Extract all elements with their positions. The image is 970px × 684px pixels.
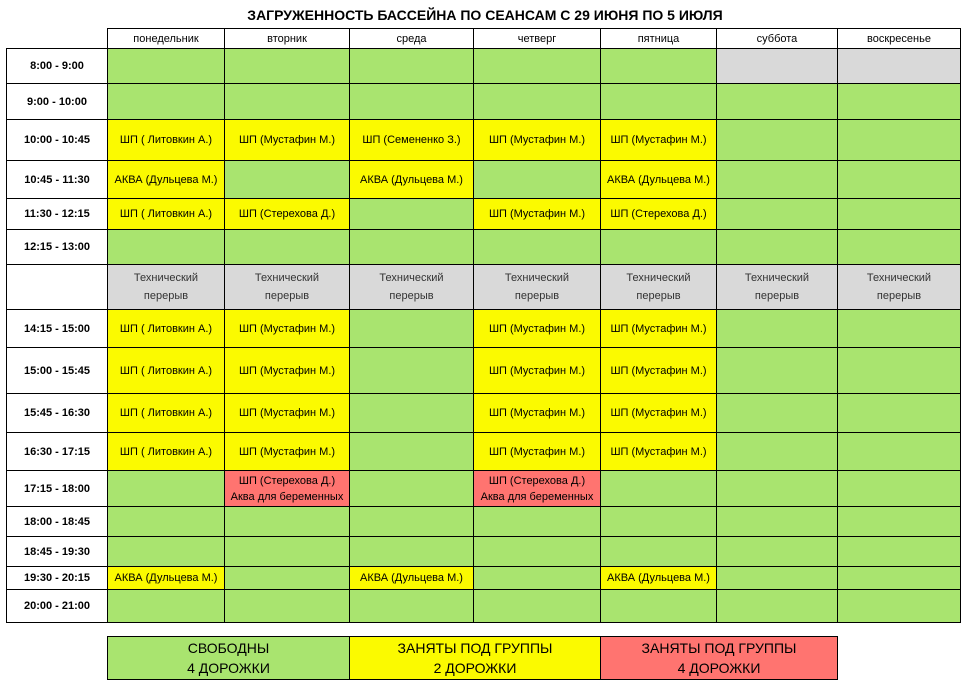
empty-slot-cell [473, 160, 601, 199]
time-slot: 9:00 - 10:00 [6, 83, 108, 120]
time-slot: 19:30 - 20:15 [6, 566, 108, 590]
session-label: ШП (Мустафин М.) [238, 364, 336, 377]
session-label: ШП ( Литовкин А.) [119, 407, 213, 419]
empty-slot-cell [716, 48, 838, 84]
session-label: ШП (Мустафин М.) [238, 407, 336, 419]
session-label: ШП (Мустафин М.) [238, 134, 336, 146]
empty-slot-cell [837, 198, 961, 230]
empty-slot-cell [107, 229, 225, 265]
day-header: четверг [473, 28, 601, 49]
break-cell [600, 264, 717, 310]
empty-slot-cell [837, 536, 961, 567]
session-label: Технический перерыв [626, 272, 691, 302]
empty-slot-cell [349, 198, 474, 230]
empty-slot-cell [716, 393, 838, 433]
schedule-title: ЗАГРУЖЕННОСТЬ БАССЕЙНА ПО СЕАНСАМ С 29 ИЮНЯ ПО 5 ИЮЛЯ [247, 7, 723, 23]
empty-slot-cell [349, 470, 474, 507]
time-slot: 20:00 - 21:00 [6, 589, 108, 623]
session-label: ШП ( Литовкин А.) [119, 364, 213, 377]
empty-slot-cell [473, 506, 601, 537]
session-cell [600, 309, 717, 348]
empty-slot-cell [716, 506, 838, 537]
session-cell [224, 198, 350, 230]
empty-slot-cell [837, 347, 961, 394]
empty-slot-cell [473, 48, 601, 84]
time-slot: 18:00 - 18:45 [6, 506, 108, 537]
session-label: Технический перерыв [133, 272, 199, 302]
time-slot [6, 264, 108, 310]
session-label: АКВА (Дульцева М.) [114, 173, 218, 186]
legend-lanes: 4 ДОРОЖКИ [187, 660, 270, 676]
session-cell [473, 393, 601, 433]
empty-slot-cell [837, 432, 961, 471]
session-label: АКВА (Дульцева М.) [360, 173, 463, 186]
session-label: ШП (Мустафин М.) [488, 322, 586, 335]
session-cell [473, 119, 601, 161]
session-cell [224, 347, 350, 394]
time-slot: 16:30 - 17:15 [6, 432, 108, 471]
time-slot: 15:45 - 16:30 [6, 393, 108, 433]
legend-title: ЗАНЯТЫ ПОД ГРУППЫ [641, 640, 797, 656]
legend-free [107, 636, 350, 680]
session-cell [600, 566, 717, 590]
session-cell [473, 198, 601, 230]
day-header: воскресенье [837, 28, 961, 49]
time-slot: 12:15 - 13:00 [6, 229, 108, 265]
empty-slot-cell [716, 432, 838, 471]
empty-slot-cell [716, 160, 838, 199]
empty-slot-cell [473, 229, 601, 265]
time-slot: 17:15 - 18:00 [6, 470, 108, 507]
session-cell [600, 393, 717, 433]
legend-title: СВОБОДНЫ [187, 640, 270, 656]
legend-busy [349, 636, 601, 680]
empty-slot-cell [107, 536, 225, 567]
legend-lanes: 2 ДОРОЖКИ [433, 660, 517, 676]
session-label: ШП (Мустафин М.) [488, 134, 586, 146]
empty-slot-cell [107, 83, 225, 120]
empty-slot-cell [716, 83, 838, 120]
day-header: пятница [600, 28, 717, 49]
session-label: ШП (Мустафин М.) [610, 445, 707, 458]
empty-slot-cell [473, 536, 601, 567]
empty-slot-cell [107, 470, 225, 507]
session-cell [224, 309, 350, 348]
empty-slot-cell [837, 470, 961, 507]
empty-slot-cell [837, 589, 961, 623]
empty-slot-cell [837, 506, 961, 537]
session-cell [473, 470, 601, 507]
session-label: АКВА (Дульцева М.) [607, 572, 710, 584]
session-label: ШП ( Литовкин А.) [119, 208, 213, 220]
session-cell [600, 119, 717, 161]
session-label: Технический перерыв [379, 272, 444, 302]
day-header: суббота [716, 28, 838, 49]
break-cell [349, 264, 474, 310]
empty-slot-cell [716, 470, 838, 507]
session-cell [473, 309, 601, 348]
day-header: понедельник [107, 28, 225, 49]
session-cell [107, 160, 225, 199]
empty-slot-cell [349, 589, 474, 623]
session-cell [107, 393, 225, 433]
session-label: ШП (Мустафин М.) [610, 407, 707, 419]
empty-slot-cell [349, 229, 474, 265]
session-label: Технический перерыв [504, 272, 570, 302]
day-header: вторник [224, 28, 350, 49]
session-label: ШП (Стерехова Д.) Аква для беременных [230, 474, 344, 503]
session-label: ШП (Семененко З.) [362, 134, 461, 146]
session-label: ШП (Стерехова Д.) [238, 208, 336, 220]
empty-slot-cell [716, 536, 838, 567]
break-cell [107, 264, 225, 310]
empty-slot-cell [473, 589, 601, 623]
session-label: ШП (Стерехова Д.) Аква для беременных [480, 474, 594, 503]
session-cell [107, 309, 225, 348]
session-label: ШП (Мустафин М.) [488, 445, 586, 458]
time-slot: 18:45 - 19:30 [6, 536, 108, 567]
empty-slot-cell [107, 589, 225, 623]
empty-slot-cell [837, 309, 961, 348]
session-label: ШП (Мустафин М.) [610, 134, 707, 146]
session-cell [600, 198, 717, 230]
empty-slot-cell [716, 589, 838, 623]
session-cell [349, 160, 474, 199]
legend-full [600, 636, 838, 680]
session-label: ШП (Мустафин М.) [238, 445, 336, 458]
empty-slot-cell [473, 566, 601, 590]
session-cell [107, 119, 225, 161]
session-cell [224, 432, 350, 471]
empty-slot-cell [349, 48, 474, 84]
session-label: ШП (Мустафин М.) [488, 364, 586, 377]
session-label: АКВА (Дульцева М.) [360, 572, 463, 584]
session-cell [224, 393, 350, 433]
empty-slot-cell [716, 566, 838, 590]
empty-slot-cell [107, 48, 225, 84]
empty-slot-cell [349, 347, 474, 394]
empty-slot-cell [837, 48, 961, 84]
session-cell [600, 432, 717, 471]
empty-slot-cell [600, 470, 717, 507]
empty-slot-cell [224, 536, 350, 567]
time-slot: 10:00 - 10:45 [6, 119, 108, 161]
session-cell [349, 566, 474, 590]
session-label: ШП (Мустафин М.) [238, 322, 336, 335]
legend-lanes: 4 ДОРОЖКИ [677, 660, 761, 676]
session-label: АКВА (Дульцева М.) [607, 173, 710, 186]
day-header: среда [349, 28, 474, 49]
empty-slot-cell [349, 536, 474, 567]
empty-slot-cell [224, 229, 350, 265]
empty-slot-cell [224, 589, 350, 623]
session-cell [107, 198, 225, 230]
session-label: ШП (Мустафин М.) [488, 407, 586, 419]
session-label: ШП ( Литовкин А.) [119, 445, 213, 458]
session-label: ШП (Мустафин М.) [488, 208, 586, 220]
session-label: ШП (Мустафин М.) [610, 364, 707, 377]
empty-slot-cell [716, 229, 838, 265]
session-cell [473, 432, 601, 471]
session-label: Технический перерыв [744, 272, 810, 302]
empty-slot-cell [349, 83, 474, 120]
legend-title: ЗАНЯТЫ ПОД ГРУППЫ [397, 640, 553, 656]
empty-slot-cell [837, 160, 961, 199]
empty-slot-cell [716, 347, 838, 394]
session-cell [224, 119, 350, 161]
time-slot: 14:15 - 15:00 [6, 309, 108, 348]
session-cell [107, 432, 225, 471]
session-label: ШП ( Литовкин А.) [119, 322, 213, 335]
break-cell [473, 264, 601, 310]
session-cell [107, 566, 225, 590]
session-label: ШП (Мустафин М.) [610, 322, 707, 335]
time-slot: 15:00 - 15:45 [6, 347, 108, 394]
session-cell [224, 470, 350, 507]
session-cell [473, 347, 601, 394]
session-label: Технический перерыв [254, 272, 320, 302]
empty-slot-cell [837, 393, 961, 433]
empty-slot-cell [224, 506, 350, 537]
empty-slot-cell [349, 506, 474, 537]
empty-slot-cell [600, 536, 717, 567]
session-label: ШП (Стерехова Д.) [610, 208, 707, 220]
break-cell [716, 264, 838, 310]
empty-slot-cell [837, 229, 961, 265]
time-slot: 11:30 - 12:15 [6, 198, 108, 230]
time-slot: 10:45 - 11:30 [6, 160, 108, 199]
empty-slot-cell [600, 229, 717, 265]
empty-slot-cell [224, 160, 350, 199]
empty-slot-cell [600, 48, 717, 84]
empty-slot-cell [224, 566, 350, 590]
empty-slot-cell [837, 83, 961, 120]
empty-slot-cell [224, 48, 350, 84]
session-cell [600, 347, 717, 394]
empty-slot-cell [716, 309, 838, 348]
session-label: ШП ( Литовкин А.) [119, 134, 213, 146]
session-label: АКВА (Дульцева М.) [114, 572, 218, 584]
session-label: Технический перерыв [866, 272, 932, 302]
empty-slot-cell [716, 119, 838, 161]
empty-slot-cell [107, 506, 225, 537]
empty-slot-cell [349, 393, 474, 433]
break-cell [224, 264, 350, 310]
empty-slot-cell [837, 566, 961, 590]
empty-slot-cell [349, 432, 474, 471]
session-cell [600, 160, 717, 199]
empty-slot-cell [349, 309, 474, 348]
break-cell [837, 264, 961, 310]
empty-slot-cell [600, 506, 717, 537]
empty-slot-cell [837, 119, 961, 161]
empty-slot-cell [600, 589, 717, 623]
empty-slot-cell [600, 83, 717, 120]
session-cell [349, 119, 474, 161]
empty-slot-cell [716, 198, 838, 230]
empty-slot-cell [224, 83, 350, 120]
empty-slot-cell [473, 83, 601, 120]
time-slot: 8:00 - 9:00 [6, 48, 108, 84]
session-cell [107, 347, 225, 394]
